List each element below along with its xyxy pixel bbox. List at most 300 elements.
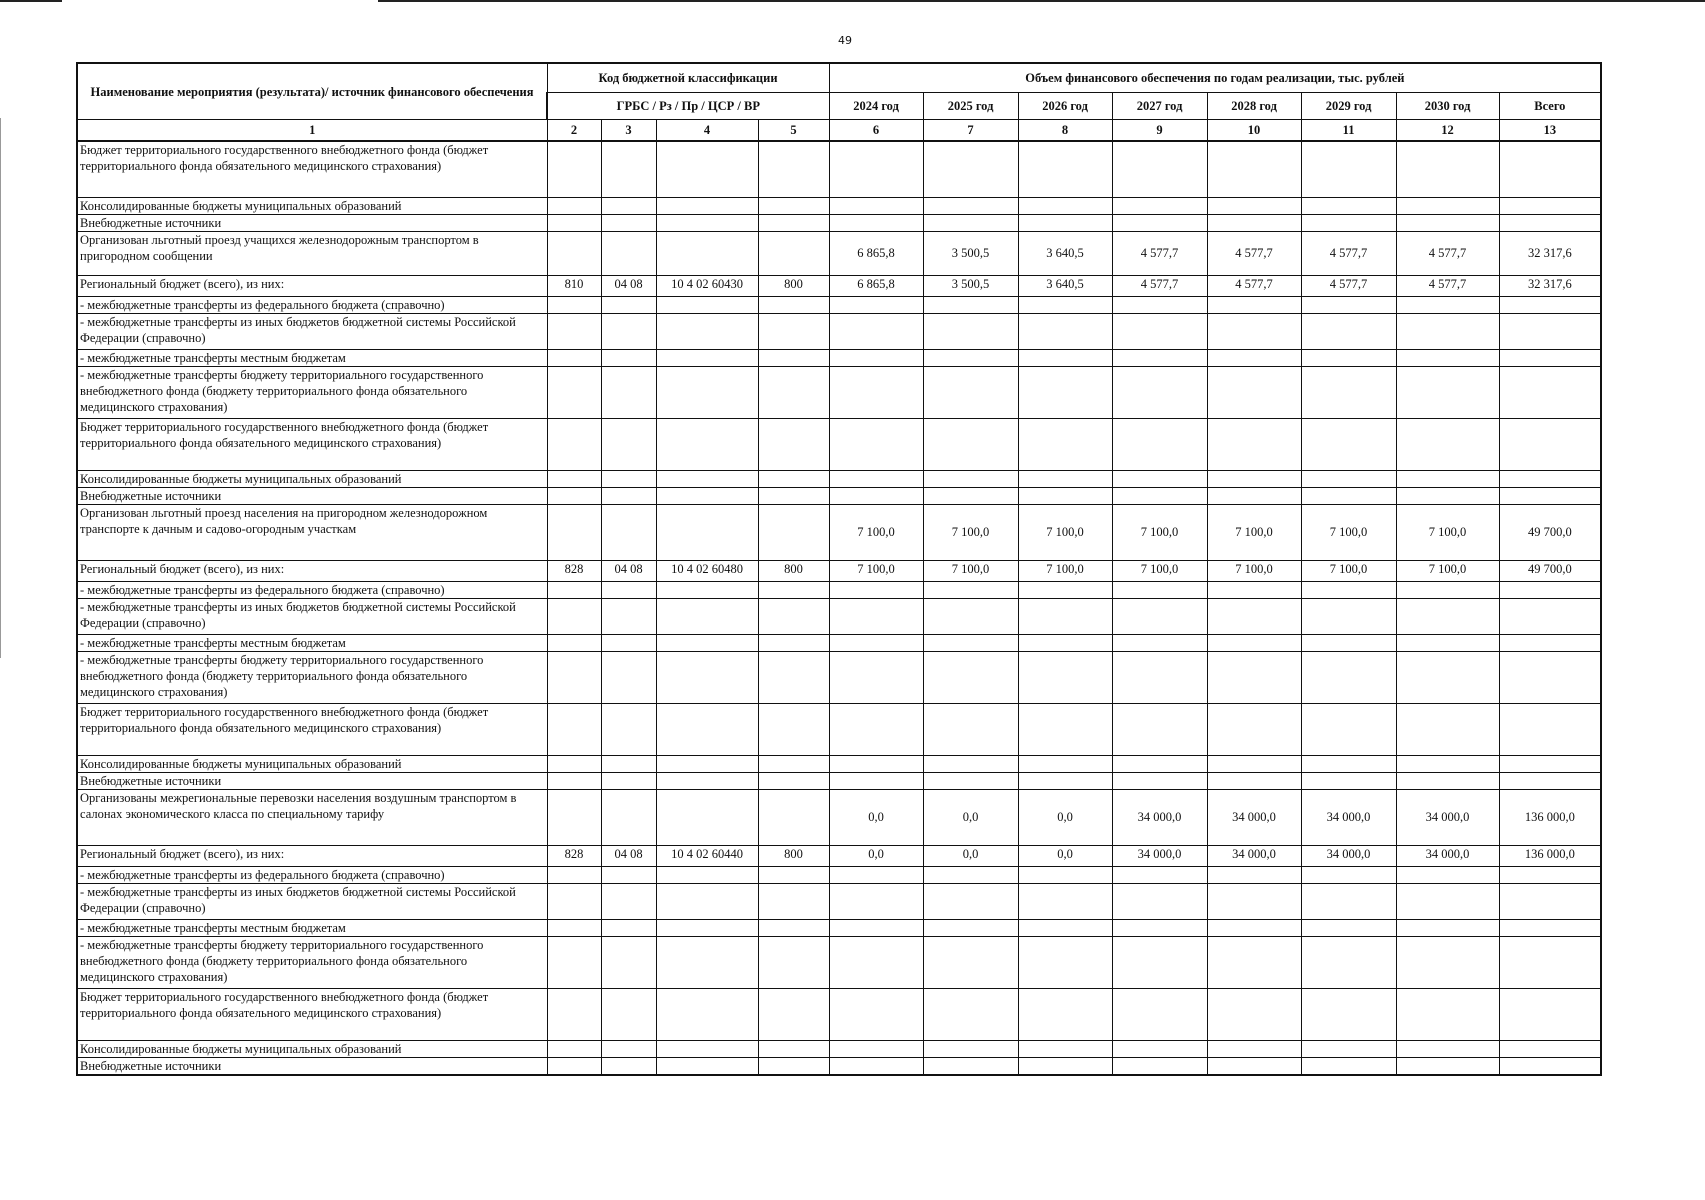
year-value: [1112, 1040, 1207, 1057]
total-value: [1499, 313, 1601, 349]
table-row: [77, 141, 1601, 197]
year-value: [1112, 581, 1207, 598]
total-value: 32 317,6: [1499, 275, 1601, 296]
rz-pr-code: [601, 703, 656, 755]
table-row: [77, 560, 1601, 581]
grbs-code: [547, 651, 601, 703]
csr-code: [656, 141, 758, 197]
row-name: Региональный бюджет (всего), из них:: [77, 560, 547, 581]
table-row: [77, 703, 1601, 755]
vr-code: [758, 581, 829, 598]
table-row: [77, 275, 1601, 296]
year-value: [1207, 866, 1301, 883]
year-value: 3 640,5: [1018, 231, 1112, 275]
vr-code: [758, 231, 829, 275]
year-value: [829, 703, 923, 755]
row-name: Внебюджетные источники: [77, 487, 547, 504]
year-value: [1112, 214, 1207, 231]
total-value: [1499, 1040, 1601, 1057]
year-value: [1112, 651, 1207, 703]
year-value: 7 100,0: [1018, 504, 1112, 560]
year-value: 7 100,0: [1396, 560, 1499, 581]
column-number: 4: [656, 120, 758, 142]
csr-code: 10 4 02 60440: [656, 845, 758, 866]
year-value: [1207, 470, 1301, 487]
year-value: [1301, 214, 1396, 231]
year-value: [1018, 755, 1112, 772]
vr-code: [758, 1057, 829, 1075]
year-value: [1207, 366, 1301, 418]
year-value: [1301, 1057, 1396, 1075]
year-value: 0,0: [1018, 845, 1112, 866]
year-value: 34 000,0: [1112, 845, 1207, 866]
year-value: [923, 581, 1018, 598]
year-value: [1112, 470, 1207, 487]
csr-code: [656, 1040, 758, 1057]
year-value: 7 100,0: [1207, 504, 1301, 560]
year-value: [923, 988, 1018, 1040]
rz-pr-code: [601, 1040, 656, 1057]
year-value: [1396, 141, 1499, 197]
grbs-code: [547, 988, 601, 1040]
row-name: - межбюджетные трансферты из федерального бюджета (справочно): [77, 581, 547, 598]
total-value: [1499, 634, 1601, 651]
year-value: [1301, 772, 1396, 789]
vr-code: [758, 418, 829, 470]
total-value: 32 317,6: [1499, 231, 1601, 275]
year-value: 7 100,0: [1207, 560, 1301, 581]
vr-code: [758, 504, 829, 560]
table-row: [77, 418, 1601, 470]
year-value: [1301, 581, 1396, 598]
year-value: 7 100,0: [1112, 504, 1207, 560]
csr-code: [656, 919, 758, 936]
year-value: [829, 988, 923, 1040]
total-value: 49 700,0: [1499, 504, 1601, 560]
table-row: [77, 789, 1601, 845]
year-value: [1018, 1040, 1112, 1057]
rz-pr-code: [601, 581, 656, 598]
rz-pr-code: [601, 598, 656, 634]
total-value: [1499, 418, 1601, 470]
header-year: 2028 год: [1207, 93, 1301, 120]
grbs-code: [547, 470, 601, 487]
csr-code: [656, 296, 758, 313]
year-value: [1112, 634, 1207, 651]
year-value: [1396, 651, 1499, 703]
rz-pr-code: 04 08: [601, 845, 656, 866]
year-value: [1301, 418, 1396, 470]
year-value: [923, 936, 1018, 988]
year-value: [923, 197, 1018, 214]
row-name: Внебюджетные источники: [77, 1057, 547, 1075]
year-value: [1018, 703, 1112, 755]
rz-pr-code: [601, 1057, 656, 1075]
year-value: 3 640,5: [1018, 275, 1112, 296]
grbs-code: [547, 919, 601, 936]
row-name: - межбюджетные трансферты местным бюджетам: [77, 919, 547, 936]
year-value: 4 577,7: [1207, 231, 1301, 275]
row-name: Консолидированные бюджеты муниципальных образований: [77, 1040, 547, 1057]
year-value: [923, 883, 1018, 919]
year-value: [923, 866, 1018, 883]
table-row: [77, 919, 1601, 936]
year-value: [1112, 366, 1207, 418]
rz-pr-code: [601, 470, 656, 487]
year-value: [1301, 197, 1396, 214]
year-value: 3 500,5: [923, 275, 1018, 296]
year-value: 4 577,7: [1301, 275, 1396, 296]
year-value: [1207, 581, 1301, 598]
grbs-code: [547, 504, 601, 560]
year-value: [1018, 651, 1112, 703]
row-name: Бюджет территориального государственного внебюджетного фонда (бюджет территориального фонда обязательного медицинского страхования): [77, 703, 547, 755]
year-value: [1396, 581, 1499, 598]
year-value: [1018, 581, 1112, 598]
vr-code: [758, 470, 829, 487]
year-value: [1301, 313, 1396, 349]
year-value: 4 577,7: [1112, 231, 1207, 275]
grbs-code: [547, 936, 601, 988]
year-value: 7 100,0: [923, 560, 1018, 581]
year-value: [1301, 651, 1396, 703]
total-value: [1499, 141, 1601, 197]
year-value: [829, 598, 923, 634]
year-value: [1112, 866, 1207, 883]
year-value: [829, 296, 923, 313]
csr-code: [656, 936, 758, 988]
column-number: 1: [77, 120, 547, 142]
year-value: [1112, 755, 1207, 772]
vr-code: [758, 366, 829, 418]
table-row: [77, 883, 1601, 919]
year-value: [1018, 883, 1112, 919]
year-value: 7 100,0: [829, 504, 923, 560]
year-value: [1207, 296, 1301, 313]
row-name: - межбюджетные трансферты из федерального бюджета (справочно): [77, 296, 547, 313]
row-name: - межбюджетные трансферты местным бюджетам: [77, 634, 547, 651]
year-value: [1396, 598, 1499, 634]
year-value: [1207, 919, 1301, 936]
row-name: Организованы межрегиональные перевозки населения воздушным транспортом в салонах экономического класса по специальному тарифу: [77, 789, 547, 845]
year-value: [1207, 141, 1301, 197]
row-name: - межбюджетные трансферты бюджету территориального государственного внебюджетного фонда (бюджету территориального фонда обязательного медицинского страхования): [77, 366, 547, 418]
table-row: [77, 598, 1601, 634]
header-year: 2029 год: [1301, 93, 1396, 120]
grbs-code: [547, 598, 601, 634]
csr-code: [656, 772, 758, 789]
year-value: [1301, 988, 1396, 1040]
vr-code: [758, 634, 829, 651]
year-value: [829, 634, 923, 651]
row-name: - межбюджетные трансферты из иных бюджетов бюджетной системы Российской Федерации (справочно): [77, 883, 547, 919]
year-value: [829, 197, 923, 214]
table-row: [77, 581, 1601, 598]
column-number: 2: [547, 120, 601, 142]
csr-code: [656, 313, 758, 349]
row-name: Внебюджетные источники: [77, 214, 547, 231]
table-row: [77, 988, 1601, 1040]
year-value: [1112, 141, 1207, 197]
year-value: [1396, 866, 1499, 883]
grbs-code: [547, 487, 601, 504]
year-value: [923, 598, 1018, 634]
year-value: [1018, 197, 1112, 214]
year-value: [1018, 1057, 1112, 1075]
header-year: 2030 год: [1396, 93, 1499, 120]
csr-code: [656, 866, 758, 883]
csr-code: [656, 988, 758, 1040]
vr-code: 800: [758, 845, 829, 866]
year-value: [1396, 936, 1499, 988]
rz-pr-code: [601, 487, 656, 504]
csr-code: 10 4 02 60480: [656, 560, 758, 581]
row-name: - межбюджетные трансферты бюджету территориального государственного внебюджетного фонда (бюджету территориального фонда обязательного медицинского страхования): [77, 936, 547, 988]
csr-code: [656, 214, 758, 231]
table-row: [77, 231, 1601, 275]
year-value: [1207, 988, 1301, 1040]
column-number: 6: [829, 120, 923, 142]
year-value: [1018, 349, 1112, 366]
vr-code: [758, 883, 829, 919]
year-value: [1112, 936, 1207, 988]
grbs-code: [547, 1040, 601, 1057]
year-value: [1396, 214, 1499, 231]
grbs-code: [547, 789, 601, 845]
year-value: 4 577,7: [1396, 275, 1499, 296]
year-value: [829, 936, 923, 988]
year-value: [1207, 487, 1301, 504]
year-value: 0,0: [829, 789, 923, 845]
total-value: [1499, 598, 1601, 634]
header-year: 2024 год: [829, 93, 923, 120]
year-value: [1301, 349, 1396, 366]
table-row: [77, 296, 1601, 313]
year-value: 34 000,0: [1396, 789, 1499, 845]
year-value: [1396, 470, 1499, 487]
year-value: [1396, 772, 1499, 789]
year-value: 4 577,7: [1207, 275, 1301, 296]
year-value: [1396, 1057, 1499, 1075]
row-name: Бюджет территориального государственного внебюджетного фонда (бюджет территориального фонда обязательного медицинского страхования): [77, 988, 547, 1040]
year-value: [829, 651, 923, 703]
year-value: 6 865,8: [829, 275, 923, 296]
csr-code: [656, 470, 758, 487]
column-number: 5: [758, 120, 829, 142]
year-value: [923, 755, 1018, 772]
year-value: [1301, 755, 1396, 772]
column-number: 8: [1018, 120, 1112, 142]
row-name: Консолидированные бюджеты муниципальных образований: [77, 197, 547, 214]
year-value: [923, 772, 1018, 789]
table-row: [77, 866, 1601, 883]
row-name: Организован льготный проезд учащихся железнодорожным транспортом в пригородном сообщении: [77, 231, 547, 275]
year-value: [829, 755, 923, 772]
vr-code: [758, 296, 829, 313]
year-value: [923, 366, 1018, 418]
year-value: 6 865,8: [829, 231, 923, 275]
year-value: 34 000,0: [1112, 789, 1207, 845]
year-value: [829, 883, 923, 919]
csr-code: [656, 634, 758, 651]
year-value: [1112, 197, 1207, 214]
header-code-sub: ГРБС / Рз / Пр / ЦСР / ВР: [547, 93, 829, 120]
table-row: [77, 214, 1601, 231]
grbs-code: [547, 141, 601, 197]
table-row: [77, 313, 1601, 349]
year-value: [1207, 418, 1301, 470]
table-row: [77, 1057, 1601, 1075]
year-value: [923, 1057, 1018, 1075]
scan-border-line: [0, 0, 62, 2]
grbs-code: [547, 1057, 601, 1075]
header-code-group: Код бюджетной классификации: [547, 63, 829, 93]
vr-code: [758, 214, 829, 231]
total-value: [1499, 866, 1601, 883]
year-value: [923, 651, 1018, 703]
table-row: [77, 349, 1601, 366]
rz-pr-code: [601, 504, 656, 560]
csr-code: [656, 703, 758, 755]
grbs-code: [547, 197, 601, 214]
rz-pr-code: [601, 919, 656, 936]
column-number: 11: [1301, 120, 1396, 142]
total-value: [1499, 988, 1601, 1040]
year-value: [1018, 214, 1112, 231]
row-name: Региональный бюджет (всего), из них:: [77, 275, 547, 296]
column-number: 13: [1499, 120, 1601, 142]
total-value: [1499, 214, 1601, 231]
year-value: 0,0: [923, 845, 1018, 866]
year-value: [1301, 634, 1396, 651]
year-value: [923, 349, 1018, 366]
year-value: [1112, 598, 1207, 634]
year-value: 4 577,7: [1396, 231, 1499, 275]
grbs-code: [547, 703, 601, 755]
year-value: [1396, 349, 1499, 366]
year-value: [1396, 919, 1499, 936]
row-name: Внебюджетные источники: [77, 772, 547, 789]
table-row: [77, 936, 1601, 988]
table-row: [77, 772, 1601, 789]
year-value: [1112, 487, 1207, 504]
row-name: Консолидированные бюджеты муниципальных образований: [77, 755, 547, 772]
table-row: [77, 487, 1601, 504]
row-name: Консолидированные бюджеты муниципальных образований: [77, 470, 547, 487]
year-value: [1301, 470, 1396, 487]
year-value: 7 100,0: [923, 504, 1018, 560]
year-value: [829, 487, 923, 504]
year-value: [1112, 349, 1207, 366]
grbs-code: [547, 634, 601, 651]
year-value: 0,0: [923, 789, 1018, 845]
csr-code: [656, 789, 758, 845]
csr-code: [656, 231, 758, 275]
rz-pr-code: [601, 141, 656, 197]
csr-code: [656, 349, 758, 366]
grbs-code: [547, 581, 601, 598]
total-value: [1499, 919, 1601, 936]
total-value: [1499, 936, 1601, 988]
rz-pr-code: [601, 197, 656, 214]
year-value: [1018, 418, 1112, 470]
year-value: 7 100,0: [829, 560, 923, 581]
csr-code: [656, 366, 758, 418]
year-value: 7 100,0: [1301, 560, 1396, 581]
rz-pr-code: [601, 755, 656, 772]
year-value: [1396, 487, 1499, 504]
rz-pr-code: [601, 366, 656, 418]
total-value: [1499, 755, 1601, 772]
year-value: [1396, 703, 1499, 755]
grbs-code: [547, 866, 601, 883]
grbs-code: [547, 772, 601, 789]
year-value: [829, 772, 923, 789]
year-value: [1112, 919, 1207, 936]
scan-side-mark: [0, 118, 1, 658]
year-value: [1112, 703, 1207, 755]
year-value: [1207, 1057, 1301, 1075]
year-value: [1018, 141, 1112, 197]
year-value: [829, 470, 923, 487]
table-row: [77, 197, 1601, 214]
vr-code: [758, 988, 829, 1040]
row-name: - межбюджетные трансферты из федерального бюджета (справочно): [77, 866, 547, 883]
year-value: [829, 366, 923, 418]
year-value: [923, 296, 1018, 313]
table-row: [77, 845, 1601, 866]
rz-pr-code: 04 08: [601, 275, 656, 296]
vr-code: [758, 1040, 829, 1057]
row-name: - межбюджетные трансферты бюджету территориального государственного внебюджетного фонда (бюджету территориального фонда обязательного медицинского страхования): [77, 651, 547, 703]
year-value: [923, 313, 1018, 349]
year-value: [1207, 634, 1301, 651]
vr-code: [758, 919, 829, 936]
year-value: [1112, 883, 1207, 919]
year-value: [1396, 988, 1499, 1040]
year-value: [1112, 772, 1207, 789]
rz-pr-code: [601, 883, 656, 919]
year-value: 0,0: [1018, 789, 1112, 845]
year-value: [923, 634, 1018, 651]
year-value: [1207, 936, 1301, 988]
vr-code: [758, 703, 829, 755]
header-volume-group: Объем финансового обеспечения по годам реализации, тыс. рублей: [829, 63, 1601, 93]
year-value: [829, 1057, 923, 1075]
grbs-code: [547, 366, 601, 418]
year-value: [1207, 598, 1301, 634]
year-value: [923, 470, 1018, 487]
year-value: [829, 313, 923, 349]
vr-code: [758, 651, 829, 703]
year-value: [923, 703, 1018, 755]
rz-pr-code: [601, 313, 656, 349]
row-name: Организован льготный проезд населения на пригородном железнодорожном транспорте к дачным и садово-огородным участкам: [77, 504, 547, 560]
grbs-code: 828: [547, 560, 601, 581]
table-row: [77, 1040, 1601, 1057]
rz-pr-code: [601, 349, 656, 366]
year-value: [1207, 214, 1301, 231]
year-value: [1301, 866, 1396, 883]
year-value: [1207, 772, 1301, 789]
year-value: [1018, 936, 1112, 988]
rz-pr-code: [601, 296, 656, 313]
row-name: - межбюджетные трансферты из иных бюджетов бюджетной системы Российской Федерации (справочно): [77, 598, 547, 634]
total-value: [1499, 772, 1601, 789]
rz-pr-code: [601, 936, 656, 988]
column-number: 10: [1207, 120, 1301, 142]
grbs-code: [547, 231, 601, 275]
